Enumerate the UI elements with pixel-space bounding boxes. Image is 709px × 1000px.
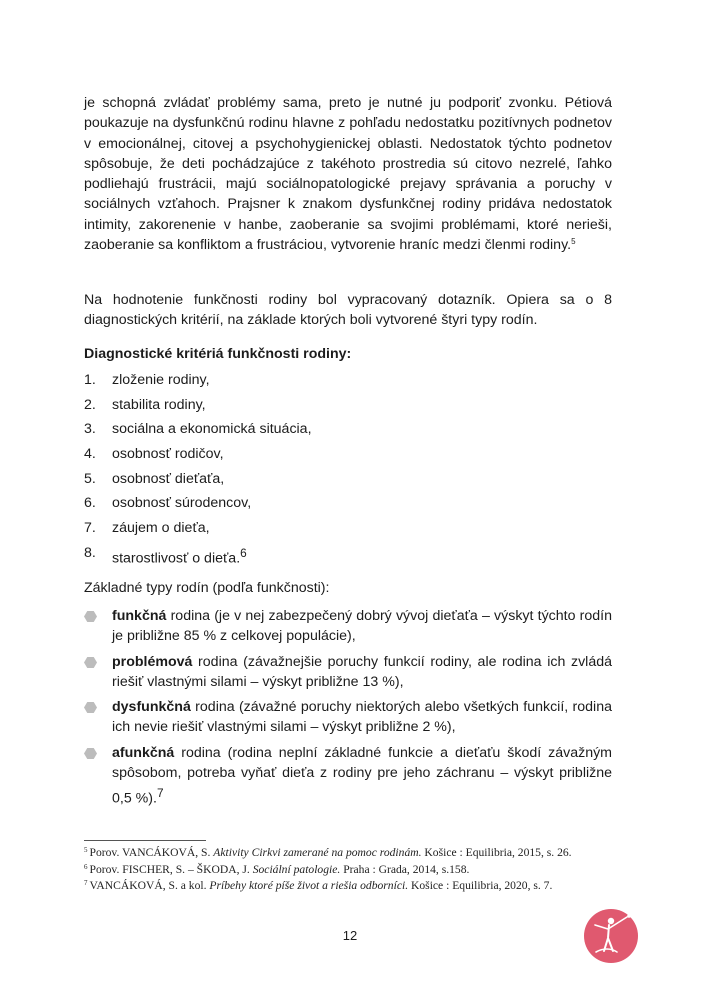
list-item [84,743,612,810]
item-number: 2. [84,396,96,413]
item-number: 1. [84,372,96,388]
footnote-author: Porov. VANCÁKOVÁ, S. [89,846,214,859]
footnote-publication: Praha : Grada, 2014, s.158. [340,862,470,876]
hexagon-bullet-icon [84,657,97,668]
footnote-ref[interactable]: 6 [240,545,247,560]
list-item [84,697,612,738]
list-item [84,370,612,395]
list-item [84,444,612,469]
hexagon-bullet-icon [84,702,97,713]
item-text: stabilita rodiny, [112,396,206,413]
criteria-list [84,370,612,568]
item-text: zloženie rodiny, [112,372,210,388]
type-description: rodina (závažné poruchy niektorých alebo všetkých funkcií, rodina ich nevie riešiť vlastnými silami – výskyt približne 2 %), [112,699,612,736]
type-term: problémová [112,653,193,670]
footnote-publication: Košice : Equilibria, 2020, s. 7. [408,879,553,892]
figure-logo-icon [583,908,639,964]
item-text: osobnosť dieťaťa, [112,470,225,487]
hexagon-bullet-icon [84,611,97,622]
list-item [84,469,612,494]
type-term: funkčná [112,608,167,624]
item-text: osobnosť rodičov, [112,446,224,463]
item-text: starostlivosť o dieťa. [112,550,241,567]
footnote [84,845,612,862]
list-item [84,493,612,518]
item-number: 6. [84,495,96,512]
item-number: 7. [84,520,96,537]
footnote-number: 7 [84,879,88,887]
footnote-publication: Košice : Equilibria, 2015, s. 26. [421,846,572,859]
list-item [84,419,612,444]
footnote [84,862,612,879]
criteria-heading: Diagnostické kritériá funkčnosti rodiny: [84,346,352,362]
list-item [84,518,612,543]
page-number: 12 [342,928,358,943]
paragraph-dysfunctional-family [84,93,612,255]
list-item [84,606,612,647]
list-item [84,543,612,568]
footnote-title: Aktivity Cirkvi zamerané na pomoc rodinám. [213,846,422,859]
item-text: záujem o dieťa, [112,520,210,537]
type-term: dysfunkčná [112,699,191,716]
footnote-author: VANCÁKOVÁ, S. a kol. [89,879,210,892]
footnote-ref[interactable]: 5 [571,237,576,247]
footnotes [84,845,612,895]
item-text: sociálna a ekonomická situácia, [112,421,312,438]
item-number: 3. [84,421,96,438]
type-description: rodina (závažnejšie poruchy funkcií rodiny, ale rodina ich zvládá riešiť vlastnými silami – výskyt približne 13 %), [112,653,612,690]
footnote-author: Porov. FISCHER, S. – ŠKODA, J. [89,862,253,876]
item-number: 8. [84,544,96,561]
footnote-ref[interactable]: 7 [156,786,164,801]
type-term: afunkčná [112,744,175,761]
family-types-list [84,606,612,814]
footnote [84,878,612,895]
type-description: rodina (je v nej zabezpečený dobrý vývoj dieťaťa – výskyt týchto rodín je približne 85 % z celkovej populácie), [112,608,612,645]
list-item [84,395,612,420]
footnote-title: Sociální patologie. [252,862,341,876]
paragraph-questionnaire: Na hodnotenie funkčnosti rodiny bol vypracovaný dotazník. Opiera sa o 8 diagnostických kritérií, na základe ktorých boli vytvorené štyri typy rodín. [84,292,612,329]
item-number: 4. [84,446,96,463]
type-description: rodina (rodina neplní základné funkcie a dieťaťu škodí závažným spôsobom, potreba vyňať dieťa z rodiny pre jeho záchranu – výskyt približne 0,5 %). [112,744,612,808]
item-text: osobnosť súrodencov, [112,495,252,512]
list-item [84,652,612,693]
footnote-title: Príbehy ktoré píše život a riešia odborníci. [209,879,409,892]
family-types-intro: Základné typy rodín (podľa funkčnosti): [84,580,330,596]
item-number: 5. [84,470,96,487]
hexagon-bullet-icon [84,748,97,759]
paragraph-text: je schopná zvládať problémy sama, preto je nutné ju podporiť zvonku. Pétiová poukazuje na dysfunkčnú rodinu hlavne z pohľadu nedostatku pozitívnych podnetov v emocionálnej, citovej a psychohygienickej oblasti. Nedostatok týchto podnetov spôsobuje, že deti pochádzajúce z takéhoto prostredia sú citovo nezrelé, ľahko podliehajú frustrácii, majú sociálnopatologické prejavy správania a poruchy v sociálnych vzťahoch. Prajsner k znakom dysfunkčnej rodiny pridáva nedostatok intimity, zakorenenie v hanbe, zaoberanie sa svojimi problémami, ktoré nerieši, zaoberanie sa konfliktom a frustráciou, vytvorenie hraníc medzi členmi rodiny. [84,95,612,254]
footnote-number: 6 [84,862,88,871]
footnote-number: 5 [84,846,88,854]
footnote-divider [84,840,206,841]
